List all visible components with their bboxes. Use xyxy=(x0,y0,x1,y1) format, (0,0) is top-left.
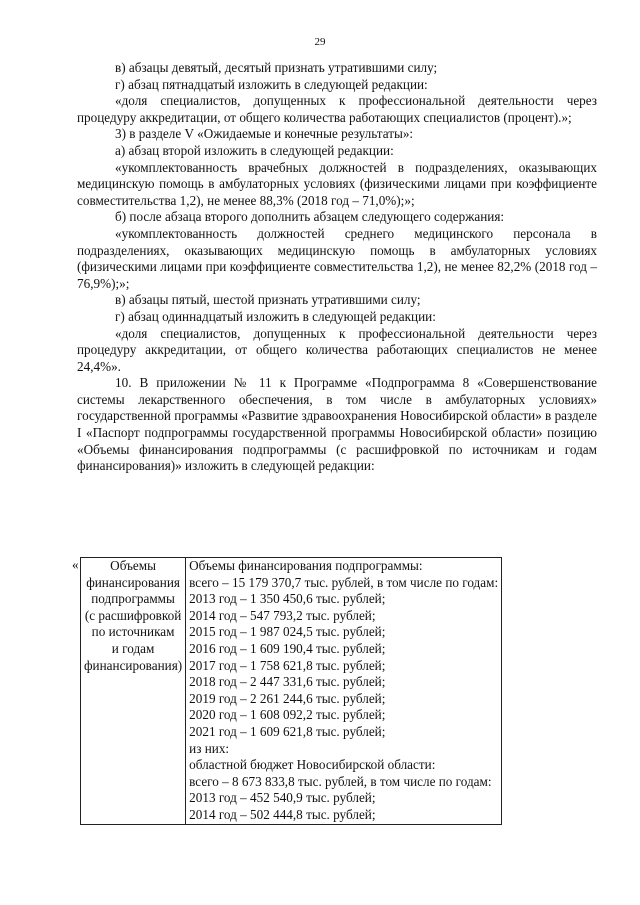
label-line: Объемы xyxy=(110,558,156,573)
table-row xyxy=(81,558,502,825)
value-line: всего – 15 179 370,7 тыс. рублей, в том числе по годам: xyxy=(189,574,499,590)
label-cell xyxy=(81,558,186,825)
value-line: 2020 год – 1 608 092,2 тыс. рублей; xyxy=(189,707,386,723)
label-line: финансирования) xyxy=(84,657,183,673)
paragraph: «доля специалистов, допущенных к профессиональной деятельности через процедуру аккредитации, от общего количества работающих специалистов не менее 24,4%». xyxy=(77,325,597,374)
paragraph: 10. В приложении № 11 к Программе «Подпрограмма 8 «Совершенствование системы лекарственного обеспечения, в том числе в амбулаторных условиях» государственной программы «Развитие здравоохранения Новосибирской области» в разделе I «Паспорт подпрограммы государственной программы Новосибирской области» позицию «Объемы финансирования подпрограммы (с расшифровкой по источникам и годам финансирования)» изложить в следующей редакции: xyxy=(77,375,597,474)
label-line: по источникам xyxy=(91,624,175,640)
value-line: 2021 год – 1 609 621,8 тыс. рублей; xyxy=(189,723,386,739)
page-number: 29 xyxy=(314,36,326,48)
value-line: 2014 год – 547 793,2 тыс. рублей; xyxy=(189,607,376,623)
label-line: и годам xyxy=(111,640,155,656)
value-cell xyxy=(186,558,502,825)
paragraph: в) абзацы девятый, десятый признать утратившими силу; xyxy=(115,60,438,75)
paragraph: в) абзацы пятый, шестой признать утратившими силу; xyxy=(115,292,421,308)
paragraph: «укомплектованность должностей среднего медицинского персонала в подразделениях, оказывающих медицинскую помощь в амбулаторных условиях (физическими лицами при коэффициенте совместительства 1,2), не менее 82,2% (2018 год – 76,9%);»; xyxy=(77,225,597,291)
value-line: Объемы финансирования подпрограммы: xyxy=(189,558,423,573)
opening-quote: « xyxy=(72,557,79,572)
value-line: 2015 год – 1 987 024,5 тыс. рублей; xyxy=(189,624,386,640)
value-line: 2017 год – 1 758 621,8 тыс. рублей; xyxy=(189,657,386,673)
value-line: из них: xyxy=(189,740,230,756)
paragraph: 3) в разделе V «Ожидаемые и конечные результаты»: xyxy=(115,126,414,142)
label-line: финансирования xyxy=(86,574,180,590)
value-line: 2014 год – 502 444,8 тыс. рублей; xyxy=(189,806,376,822)
value-line: областной бюджет Новосибирской области: xyxy=(189,757,436,773)
value-line: 2013 год – 1 350 450,6 тыс. рублей; xyxy=(189,591,386,607)
paragraph: г) абзац пятнадцатый изложить в следующей редакции: xyxy=(115,76,428,92)
paragraph: г) абзац одиннадцатый изложить в следующей редакции: xyxy=(115,308,436,324)
document-body xyxy=(77,60,597,475)
paragraph: «доля специалистов, допущенных к профессиональной деятельности через процедуру аккредитации, от общего количества работающих специалистов (процент).»; xyxy=(77,93,597,125)
value-line: 2013 год – 452 540,9 тыс. рублей; xyxy=(189,790,376,806)
financing-table xyxy=(80,557,502,825)
value-line: 2019 год – 2 261 244,6 тыс. рублей; xyxy=(189,690,386,706)
paragraph: б) после абзаца второго дополнить абзацем следующего содержания: xyxy=(115,209,505,225)
value-line: всего – 8 673 833,8 тыс. рублей, в том числе по годам: xyxy=(189,773,492,789)
paragraph: «укомплектованность врачебных должностей в подразделениях, оказывающих медицинскую помощь в амбулаторных условиях (физическими лицами при коэффициенте совместительства 1,2), не менее 88,3% (2018 год – 71,0%);»; xyxy=(77,159,597,208)
paragraph: а) абзац второй изложить в следующей редакции: xyxy=(115,142,394,158)
label-line: (с расшифровкой xyxy=(84,607,182,623)
value-line: 2016 год – 1 609 190,4 тыс. рублей; xyxy=(189,640,386,656)
label-line: подпрограммы xyxy=(91,591,175,607)
value-line: 2018 год – 2 447 331,6 тыс. рублей; xyxy=(189,674,386,690)
